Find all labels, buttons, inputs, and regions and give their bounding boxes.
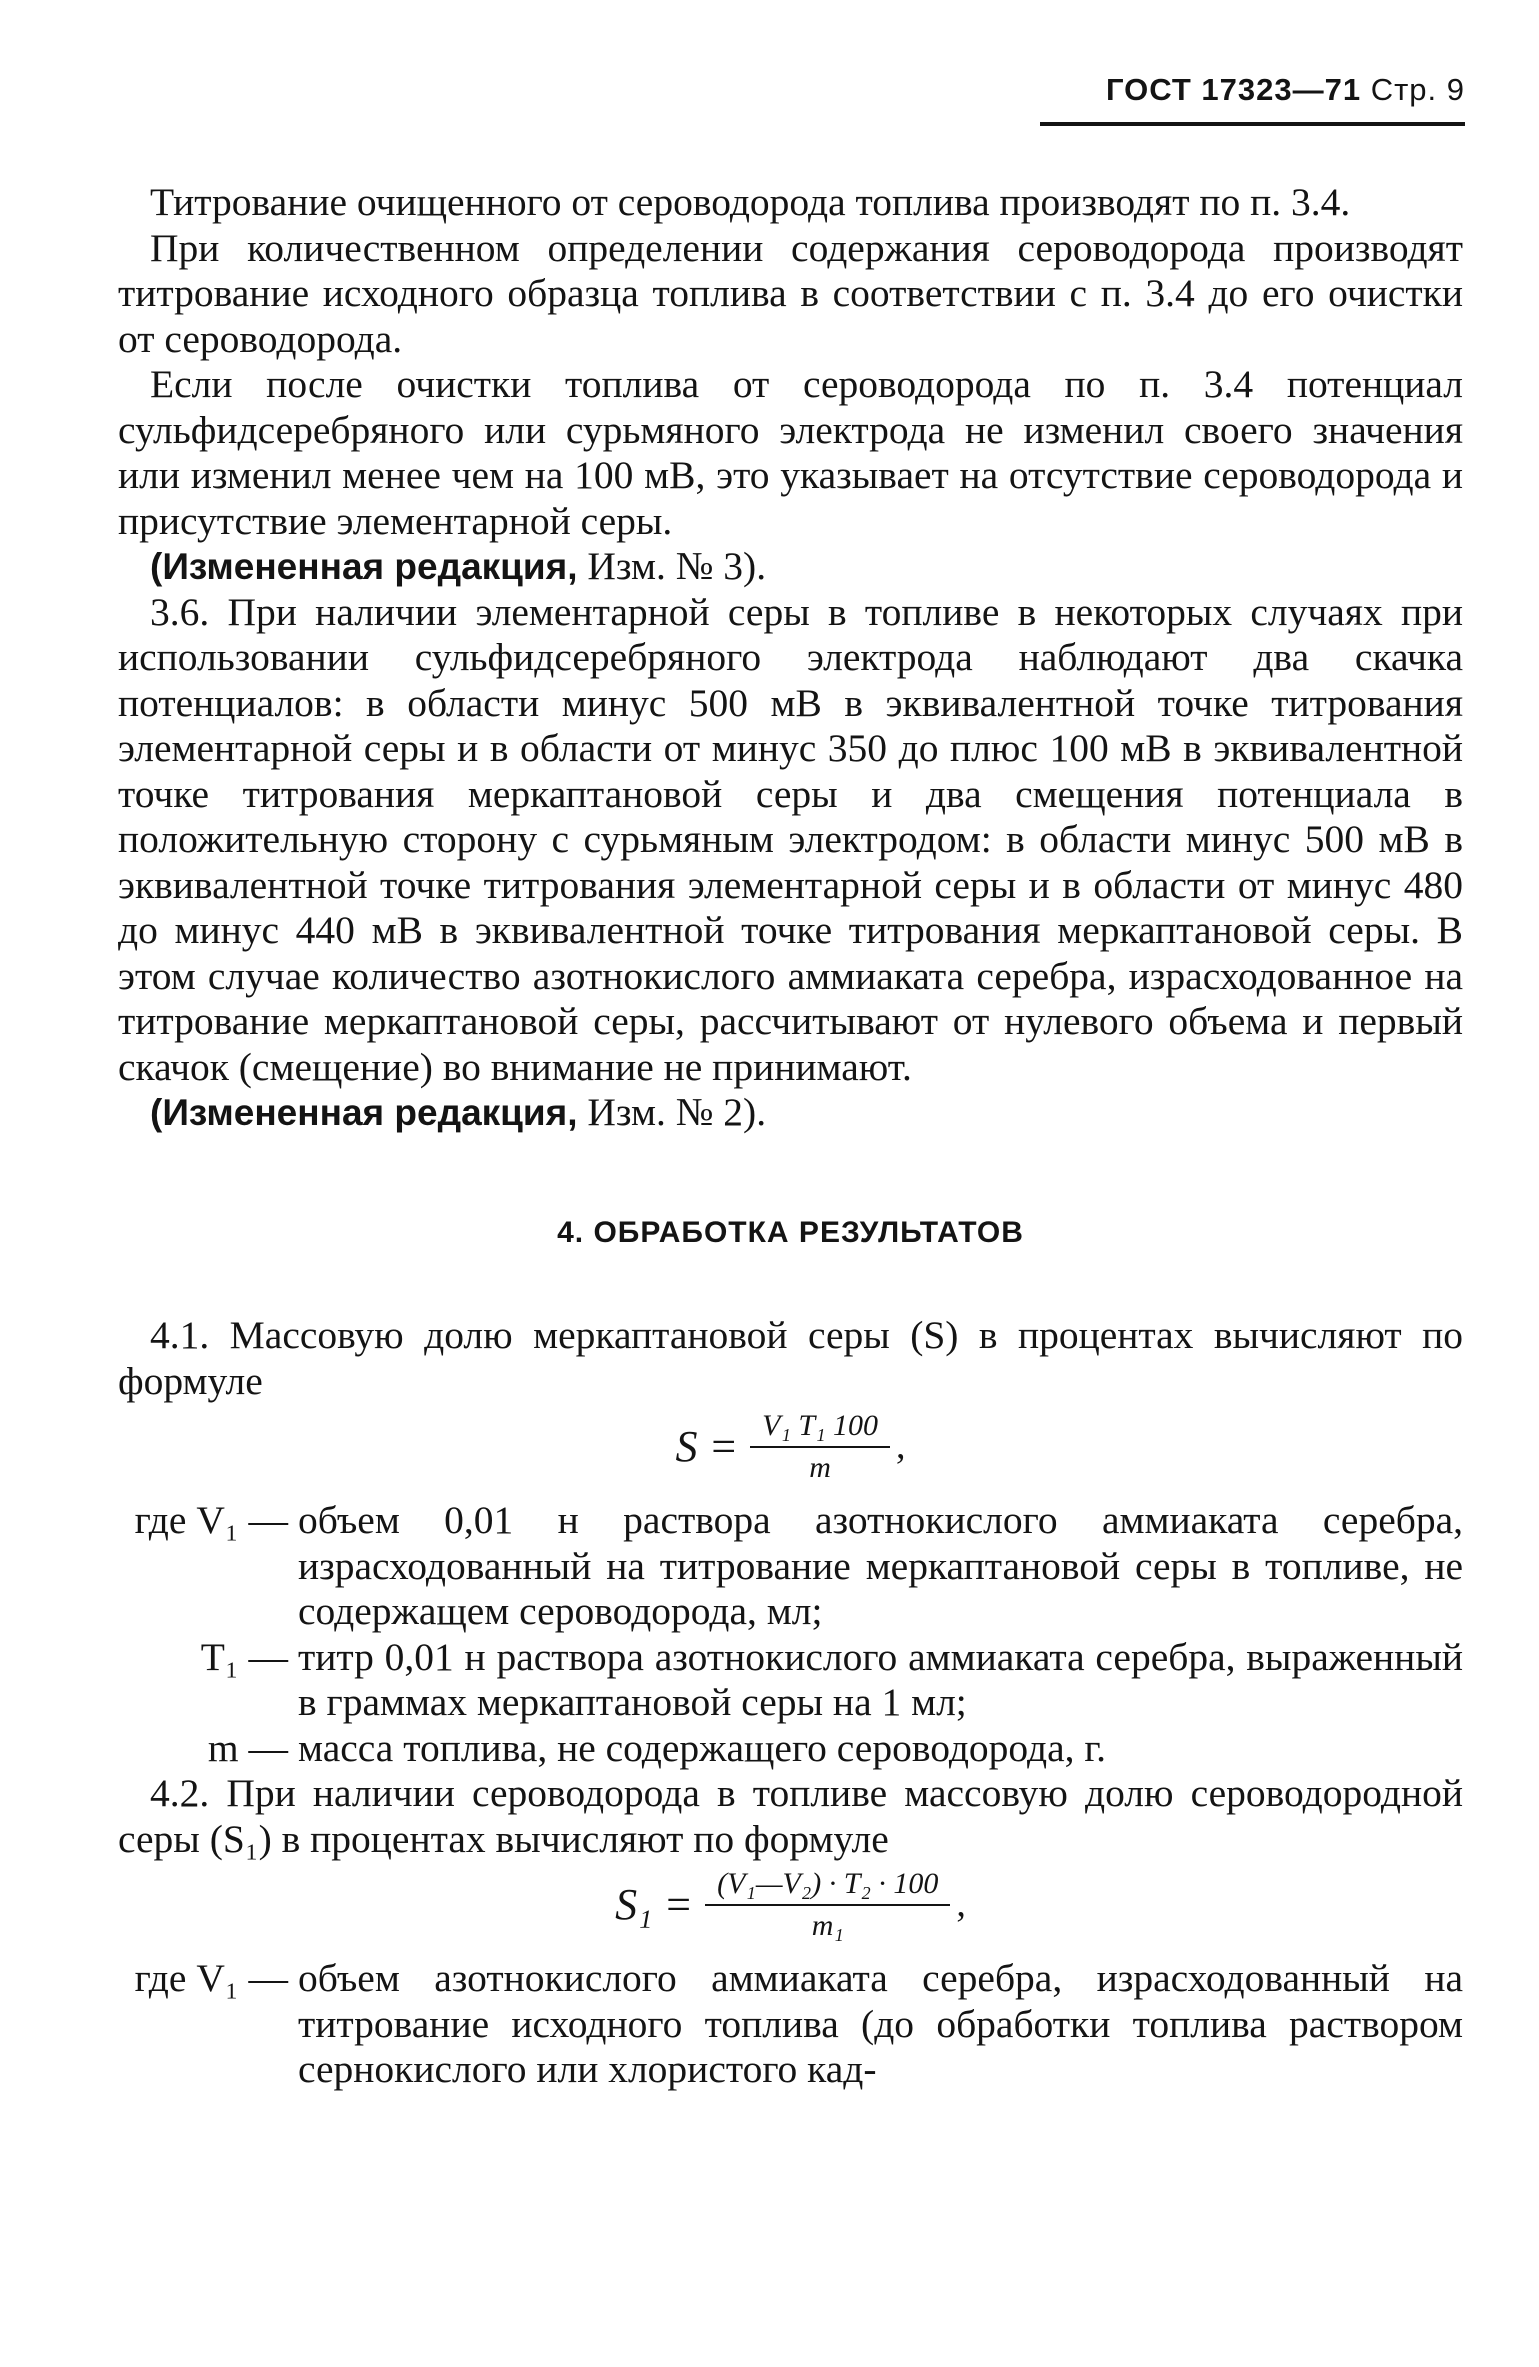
formula-s1	[118, 1866, 1463, 1944]
paragraph: Если после очистки топлива от сероводорода по п. 3.4 потенциал сульфидсеребряного или сурьмяного электрода не изменил своего значения или изменил менее чем на 100 мВ, это указывает на отсутствие сероводорода и присутствие элементарной серы.	[118, 362, 1463, 543]
formula-legend	[118, 1498, 1463, 1771]
amendment-label: (Измененная редакция,	[150, 546, 578, 587]
formula-lhs: S =	[675, 1422, 739, 1472]
legend-symbol: m —	[207, 1725, 288, 1770]
page-header	[1040, 72, 1465, 126]
legend-description: объем азотнокислого аммиаката серебра, израсходованный на титрование исходного топлива (до обработки топлива раствором сернокислого или хлористого кад-	[298, 1956, 1463, 2091]
amendment-ref: Изм. № 2).	[577, 1090, 767, 1134]
amendment-label: (Измененная редакция,	[150, 1092, 578, 1133]
document-body	[118, 180, 1463, 2093]
legend-description: объем 0,01 н раствора азотнокислого аммиаката серебра, израсходованный на титрование меркаптановой серы в топливе, не содержащем сероводорода, мл;	[298, 1498, 1463, 1633]
section-title: 4. ОБРАБОТКА РЕЗУЛЬТАТОВ	[557, 1215, 1024, 1249]
legend-symbol: где V₁ —	[134, 1498, 288, 1542]
paragraph: Титрование очищенного от сероводорода топлива производят по п. 3.4.	[150, 180, 1351, 224]
formula-tail: ,	[956, 1883, 966, 1926]
amendment-note	[118, 1090, 1463, 1136]
formula-lhs: S₁ =	[615, 1880, 694, 1930]
formula-tail: ,	[896, 1425, 906, 1468]
paragraph-4-1: 4.1. Массовую долю меркаптановой серы (S) в процентах вычисляют по формуле	[118, 1313, 1463, 1403]
formula-fraction	[705, 1866, 950, 1944]
paragraph-4-2: 4.2. При наличии сероводорода в топливе массовую долю сероводородной серы (S₁) в процентах вычисляют по формуле	[118, 1771, 1463, 1861]
legend-description: титр 0,01 н раствора азотнокислого аммиаката серебра, выраженный в граммах меркаптановой серы на 1 мл;	[298, 1634, 1463, 1724]
paragraph: При количественном определении содержания сероводорода производят титрование исходного образца топлива в соответствии с п. 3.4 до его очистки от сероводорода.	[118, 225, 1463, 361]
paragraph-3-6: 3.6. При наличии элементарной серы в топливе в некоторых случаях при использовании сульфидсеребряного электрода наблюдают два скачка потенциалов: в области минус 500 мВ в эквивалентной точке титрования элементарной серы и в области от минус 350 до плюс 100 мВ в эквивалентной точке титрования меркаптановой серы и два смещения потенциала в положительную сторону с сурьмяным электродом: в области минус 500 мВ в эквивалентной точке титрования элементарной серы и в области от минус 480 до минус 440 мВ в эквивалентной точке титрования меркаптановой серы. В этом случае количество азотнокислого аммиаката серебра, израсходованное на титрование меркаптановой серы, рассчитывают от нулевого объема и первый скачок (смещение) во внимание не принимают.	[118, 589, 1463, 1089]
legend-symbol: где V₁ —	[134, 1956, 288, 2000]
formula-denominator: m	[809, 1451, 831, 1484]
formula-s	[118, 1408, 1463, 1486]
formula-numerator: V₁ T₁ 100	[750, 1408, 890, 1448]
standard-number: ГОСТ 17323—71	[1105, 72, 1362, 107]
formula-legend	[118, 1956, 1463, 2093]
amendment-note	[118, 544, 1463, 590]
amendment-ref: Изм. № 3).	[577, 544, 767, 588]
formula-denominator: m₁	[811, 1909, 844, 1942]
formula-numerator: (V₁—V₂) · T₂ · 100	[705, 1866, 950, 1906]
legend-description: масса топлива, не содержащего сероводорода, г.	[298, 1725, 1107, 1770]
page-number: Стр. 9	[1370, 72, 1465, 107]
formula-fraction	[750, 1408, 890, 1486]
legend-symbol: T₁ —	[200, 1634, 288, 1679]
